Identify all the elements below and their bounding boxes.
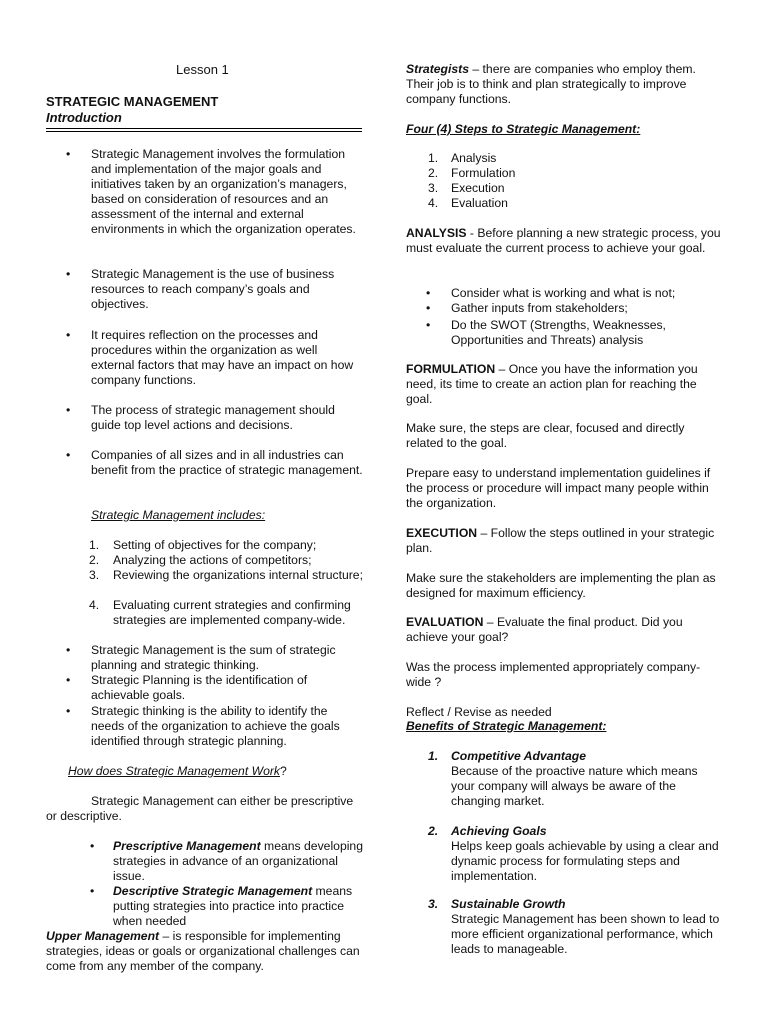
lesson-label: Lesson 1 <box>176 62 229 77</box>
list-item: • Strategic Management involves the formulation and implementation of the major goals and initiatives taken by an organization’s managers, based on consideration of resources and an assessment of the internal and external environments in which the organization operates. <box>66 147 356 236</box>
list-item: • It requires reflection on the processes and procedures within the organization as well external factors that may have an impact on how company functions. <box>66 328 354 387</box>
evaluation-paragraph: EVALUATION – Evaluate the final product. Did you achieve your goal? <box>406 615 683 644</box>
evaluation-note: Was the process implemented appropriately company-wide ? <box>406 660 701 689</box>
bullet-icon: • <box>66 643 71 657</box>
upper-management-paragraph: Upper Management – is responsible for implementing strategies, ideas or goals or organizational challenges can come from any member of the company. <box>46 929 360 973</box>
list-item: • Do the SWOT (Strengths, Weaknesses, Opportunities and Threats) analysis <box>426 318 666 347</box>
list-item: 4. Evaluation <box>428 196 508 210</box>
list-item: • Strategic Management is the use of business resources to reach company’s goals and objectives. <box>66 267 335 311</box>
list-item: 1. Analysis <box>428 151 497 165</box>
bullet-icon: • <box>90 884 95 898</box>
bullet-icon: • <box>66 448 71 462</box>
list-item: 3. Reviewing the organizations internal structure; <box>89 568 363 582</box>
steps-heading: Four (4) Steps to Strategic Management: <box>406 122 641 136</box>
bullet-icon: • <box>90 839 95 853</box>
list-item: • Descriptive Strategic Management means putting strategies into practice into practice when needed <box>90 884 353 928</box>
strategists-paragraph: Strategists – there are companies who employ them. Their job is to think and plan strategically to improve company functions. <box>406 62 696 106</box>
bullet-icon: • <box>66 267 71 281</box>
list-item: • Companies of all sizes and in all industries can benefit from the practice of strategic management. <box>66 448 363 477</box>
list-item: 2. Achieving Goals Helps keep goals achievable by using a clear and dynamic process for formulating steps and implementation. <box>428 824 719 883</box>
bullet-icon: • <box>426 318 431 332</box>
how-text: Strategic Management can either be prescriptive or descriptive. <box>46 794 354 823</box>
execution-note: Make sure the stakeholders are implementing the plan as designed for maximum efficiency. <box>406 571 716 600</box>
list-item: • Strategic Management is the sum of strategic planning and strategic thinking. <box>66 643 336 672</box>
list-item: 1. Competitive Advantage Because of the proactive nature which means your company will always be aware of the changing market. <box>428 749 698 808</box>
reflect-line: Reflect / Revise as needed <box>406 705 552 719</box>
list-item: • Prescriptive Management means developing strategies in advance of an organizational issue. <box>90 839 363 883</box>
analysis-paragraph: ANALYSIS - Before planning a new strategic process, you must evaluate the current process to achieve your goal. <box>406 226 721 255</box>
list-item: 3. Sustainable Growth Strategic Management has been shown to lead to more efficient organizational performance, which leads to manageable. <box>428 897 720 956</box>
formulation-paragraph: FORMULATION – Once you have the information you need, its time to create an action plan for reaching the goal. <box>406 362 698 406</box>
formulation-note-2: Prepare easy to understand implementation guidelines if the process or procedure will impact many people within the organization. <box>406 466 711 510</box>
list-item: 2. Analyzing the actions of competitors; <box>89 553 312 567</box>
list-item: • Consider what is working and what is not; <box>426 286 676 300</box>
list-item: 2. Formulation <box>428 166 516 180</box>
benefits-heading: Benefits of Strategic Management: <box>406 719 607 733</box>
list-item: • Strategic Planning is the identification of achievable goals. <box>66 673 308 702</box>
bullet-icon: • <box>426 301 431 315</box>
bullet-icon: • <box>66 147 71 161</box>
list-item: • The process of strategic management should guide top level actions and decisions. <box>66 403 335 432</box>
divider-bottom <box>46 131 362 132</box>
section-subtitle: Introduction <box>46 110 122 125</box>
bullet-icon: • <box>426 286 431 300</box>
formulation-note-1: Make sure, the steps are clear, focused and directly related to the goal. <box>406 421 685 450</box>
bullet-icon: • <box>66 403 71 417</box>
bullet-icon: • <box>66 328 71 342</box>
list-item: 1. Setting of objectives for the company; <box>89 538 317 552</box>
list-item: • Strategic thinking is the ability to identify the needs of the organization to achieve the goals identified through strategic planning. <box>66 704 340 748</box>
execution-paragraph: EXECUTION – Follow the steps outlined in your strategic plan. <box>406 526 715 555</box>
page-title: STRATEGIC MANAGEMENT <box>46 94 219 109</box>
list-item: • Gather inputs from stakeholders; <box>426 301 628 315</box>
how-heading: How does Strategic Management Work? <box>68 764 287 778</box>
includes-heading: Strategic Management includes: <box>91 508 266 522</box>
bullet-icon: • <box>66 704 71 718</box>
bullet-icon: • <box>66 673 71 687</box>
list-item: 4. Evaluating current strategies and confirming strategies are implemented company-wide. <box>89 598 351 627</box>
list-item: 3. Execution <box>428 181 505 195</box>
divider-top <box>46 128 362 129</box>
